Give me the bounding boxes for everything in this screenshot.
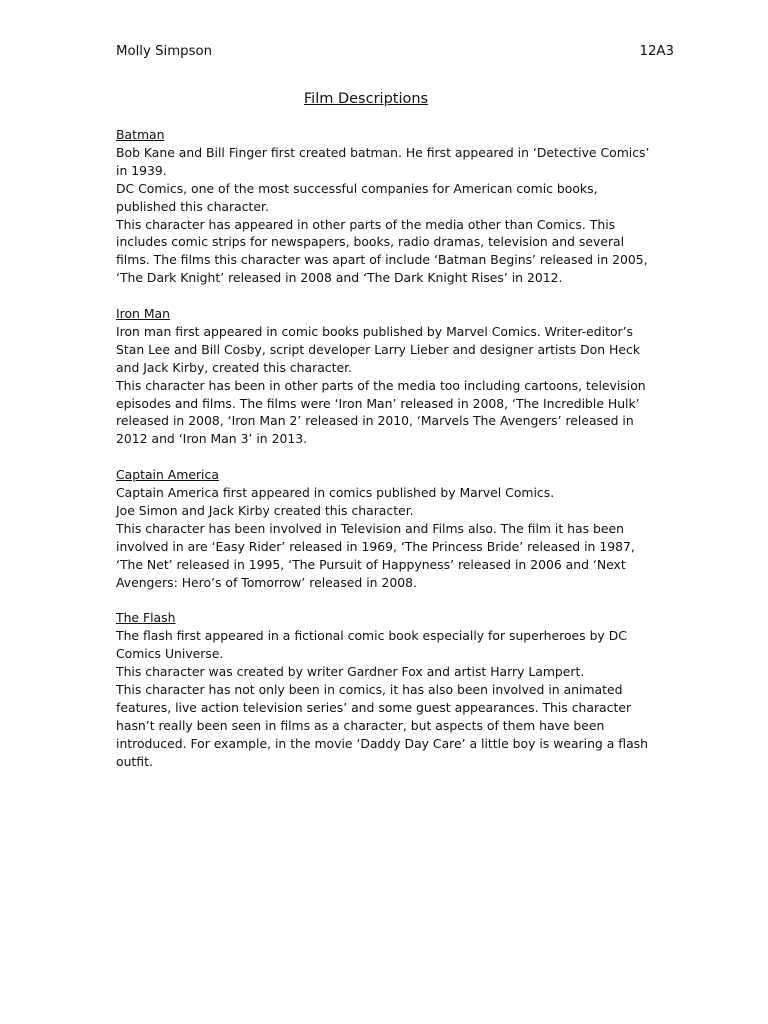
- section-heading: Batman: [116, 127, 165, 142]
- document-body: [116, 126, 661, 788]
- section-the-flash: [116, 609, 661, 770]
- paragraph: Iron man first appeared in comic books published by Marvel Comics. Writer-editor’s Stan Lee and Bill Cosby, script developer Larry Lieber and designer artists Don Heck and Jack Kirby, created this character.: [116, 323, 640, 375]
- class-code: 12A3: [639, 44, 674, 59]
- paragraph: This character has been in other parts of the media too including cartoons, television episodes and films. The films were ‘Iron Man’ released in 2008, ‘The Incredible Hulk’ released in 2008, ‘Iron Man 2’ released in 2010, ‘Marvels The Avengers’ released in 2012 and ‘Iron Man 3’ in 2013.: [116, 377, 646, 447]
- paragraph: The flash first appeared in a fictional comic book especially for superheroes by DC Comics Universe.: [116, 628, 627, 662]
- paragraph: DC Comics, one of the most successful companies for American comic books, published this character.: [116, 180, 598, 214]
- paragraph: This character has appeared in other parts of the media other than Comics. This includes comic strips for newspapers, books, radio dramas, television and several films. The films this character was apart of include ‘Batman Begins’ released in 2005, ‘The Dark Knight’ released in 2008 and ‘The Dark Knight Rises’ in 2012.: [116, 216, 648, 286]
- document-title: Film Descriptions: [303, 91, 429, 107]
- paragraph: This character was created by writer Gardner Fox and artist Harry Lampert.: [116, 664, 585, 680]
- paragraph: This character has been involved in Television and Films also. The film it has been involved in are ‘Easy Rider’ released in 1969, ‘The Princess Bride’ released in 1987, ‘The Net’ released in 1995, ‘The Pursuit of Happyness’ released in 2006 and ‘Next Avengers: Hero’s of Tomorrow’ released in 2008.: [116, 520, 635, 590]
- section-heading: The Flash: [116, 610, 176, 626]
- paragraph: Captain America first appeared in comics published by Marvel Comics.: [116, 485, 555, 501]
- student-name: Molly Simpson: [116, 44, 213, 59]
- paragraph: Joe Simon and Jack Kirby created this character.: [116, 503, 414, 518]
- section-heading: Iron Man: [116, 306, 170, 322]
- page-header: [116, 42, 674, 62]
- paragraph: This character has not only been in comics, it has also been involved in animated features, live action television series’ and some guest appearances. This character hasn’t really been seen in films as a character, but aspects of them have been introduced. For example, in the movie ‘Daddy Day Care’ a little boy is wearing a flash outfit.: [116, 682, 648, 769]
- section-iron-man: [116, 305, 661, 448]
- section-captain-america: [116, 466, 661, 591]
- section-heading: Captain America: [116, 467, 219, 483]
- paragraph: Bob Kane and Bill Finger first created batman. He first appeared in ‘Detective Comics’ in 1939.: [116, 144, 650, 178]
- section-batman: [116, 126, 661, 287]
